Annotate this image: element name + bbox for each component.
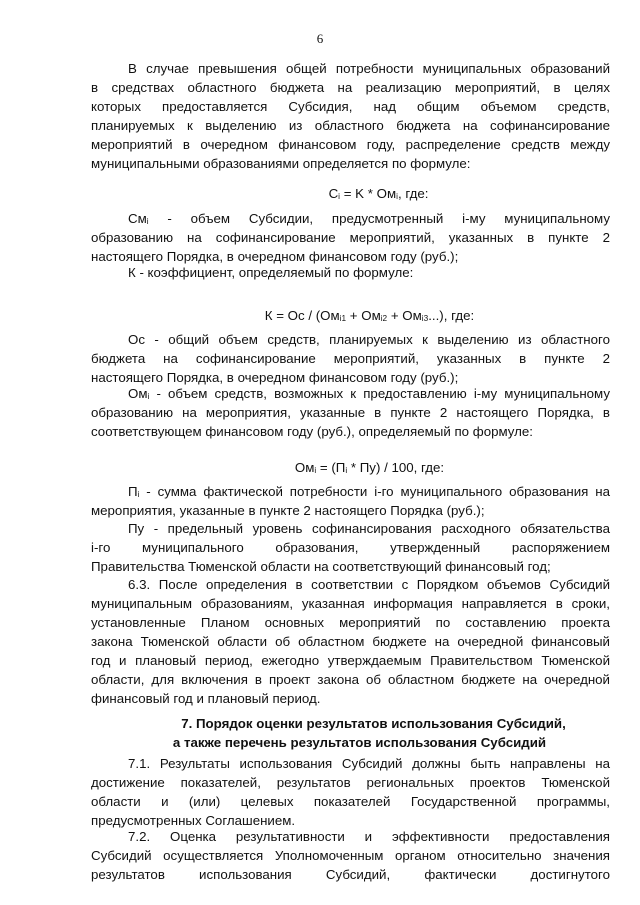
section-heading-7: [91, 714, 610, 752]
heading-line: а также перечень результатов использования Субсидий: [172, 735, 547, 750]
paragraph-excess-demand: [91, 59, 610, 173]
text-line: $П_i$ - сумма фактической потребности i-го муниципального образования на: [128, 484, 610, 500]
paragraph-om-definition: [91, 384, 610, 441]
text-line: соответствующем финансовом году (руб.), определяемый по формуле:: [91, 424, 533, 439]
text-line: мероприятий в очередном финансовом году, распределение средств между: [91, 137, 610, 152]
text-line: предусмотренных Соглашением.: [91, 813, 296, 828]
heading-line: 7. Порядок оценки результатов использования Субсидий,: [181, 716, 566, 731]
text-line: которых предоставляется Субсидия, над общим объемом средств,: [91, 99, 610, 114]
text-line: $Ом_i$ - объем средств, возможных к предоставлению i-му муниципальному: [128, 386, 610, 402]
text-line: образованию на софинансирование мероприятий, указанных в пункте 2: [91, 230, 610, 245]
formula-k: К = Ос / $(Ом_{i1} + Ом_{i2} + Ом_{i3}...)$, где:: [264, 308, 475, 324]
text-line: результатов использования Субсидий, фактически достигнутого: [91, 867, 610, 882]
page-number: 6: [316, 31, 324, 46]
text-line: настоящего Порядка, в очередном финансовом году (руб.);: [91, 370, 459, 385]
text-line: 7.2. Оценка результативности и эффективности предоставления: [128, 829, 610, 844]
formula-ci: $C_i = K * Ом_i$, где:: [328, 186, 429, 202]
text-line: настоящего Порядка, в очередном финансовом году (руб.);: [91, 249, 459, 264]
text-line: области и (или) целевых показателей Государственной программы,: [91, 794, 610, 809]
text-line: Пу - предельный уровень софинансирования расходного обязательства: [128, 521, 610, 536]
text-line: В случае превышения общей потребности муниципальных образований: [128, 61, 610, 76]
text-line: К - коэффициент, определяемый по формуле:: [128, 265, 414, 280]
paragraph-7-2: [91, 827, 610, 884]
text-line: финансовый год и плановый период.: [91, 691, 321, 706]
formula-om: $Ом_i = (П_i * Пу) / 100$, где:: [294, 460, 445, 476]
text-line: муниципальным образованиям, указанная информация направляется в сроки,: [91, 596, 610, 611]
text-line: Субсидий осуществляется Уполномоченным органом относительно значения: [91, 848, 610, 863]
text-line: области, для включения в проект закона об областном бюджете на очередной: [91, 672, 610, 687]
text-line: Правительства Тюменской области на соответствующий финансовый год;: [91, 559, 551, 574]
text-line: бюджета на софинансирование мероприятий, указанных в пункте 2: [91, 351, 610, 366]
text-line: мероприятия, указанные в пункте 2 настоящего Порядка (руб.);: [91, 503, 485, 518]
paragraph-cm-definition: [91, 209, 610, 266]
text-line: 6.3. После определения в соответствии с Порядком объемов Субсидий: [128, 577, 610, 592]
text-line: установленные Планом основных мероприятий по составлению проекта: [91, 615, 610, 630]
text-line: образованию на мероприятия, указанные в пункте 2 настоящего Порядка, в: [91, 405, 610, 420]
paragraph-7-1: [91, 754, 610, 830]
paragraph-oc-definition: [91, 330, 610, 387]
paragraph-py-definition: [91, 519, 610, 576]
text-line: в средствах областного бюджета на реализацию мероприятий, в целях: [91, 80, 610, 95]
text-line: муниципальными образованиями определяется по формуле:: [91, 156, 471, 171]
paragraph-6-3: [91, 575, 610, 708]
text-line: планируемых к выделению из областного бюджета на софинансирование: [91, 118, 610, 133]
paragraph-p-definition: [91, 482, 610, 520]
text-line: i-го муниципального образования, утвержденный распоряжением: [91, 540, 610, 555]
text-line: достижение показателей, результатов региональных проектов Тюменской: [91, 775, 610, 790]
text-line: Ос - общий объем средств, планируемых к выделению из областного: [128, 332, 610, 347]
text-line: закона Тюменской области об областном бюджете на очередной финансовый: [91, 634, 610, 649]
text-line: год и плановый период, ежегодно утверждаемым Правительством Тюменской: [91, 653, 610, 668]
text-line: 7.1. Результаты использования Субсидий должны быть направлены на: [128, 756, 610, 771]
paragraph-k-definition: [91, 263, 610, 282]
text-line: $См_i$ - объем Субсидии, предусмотренный i-му муниципальному: [128, 211, 610, 227]
